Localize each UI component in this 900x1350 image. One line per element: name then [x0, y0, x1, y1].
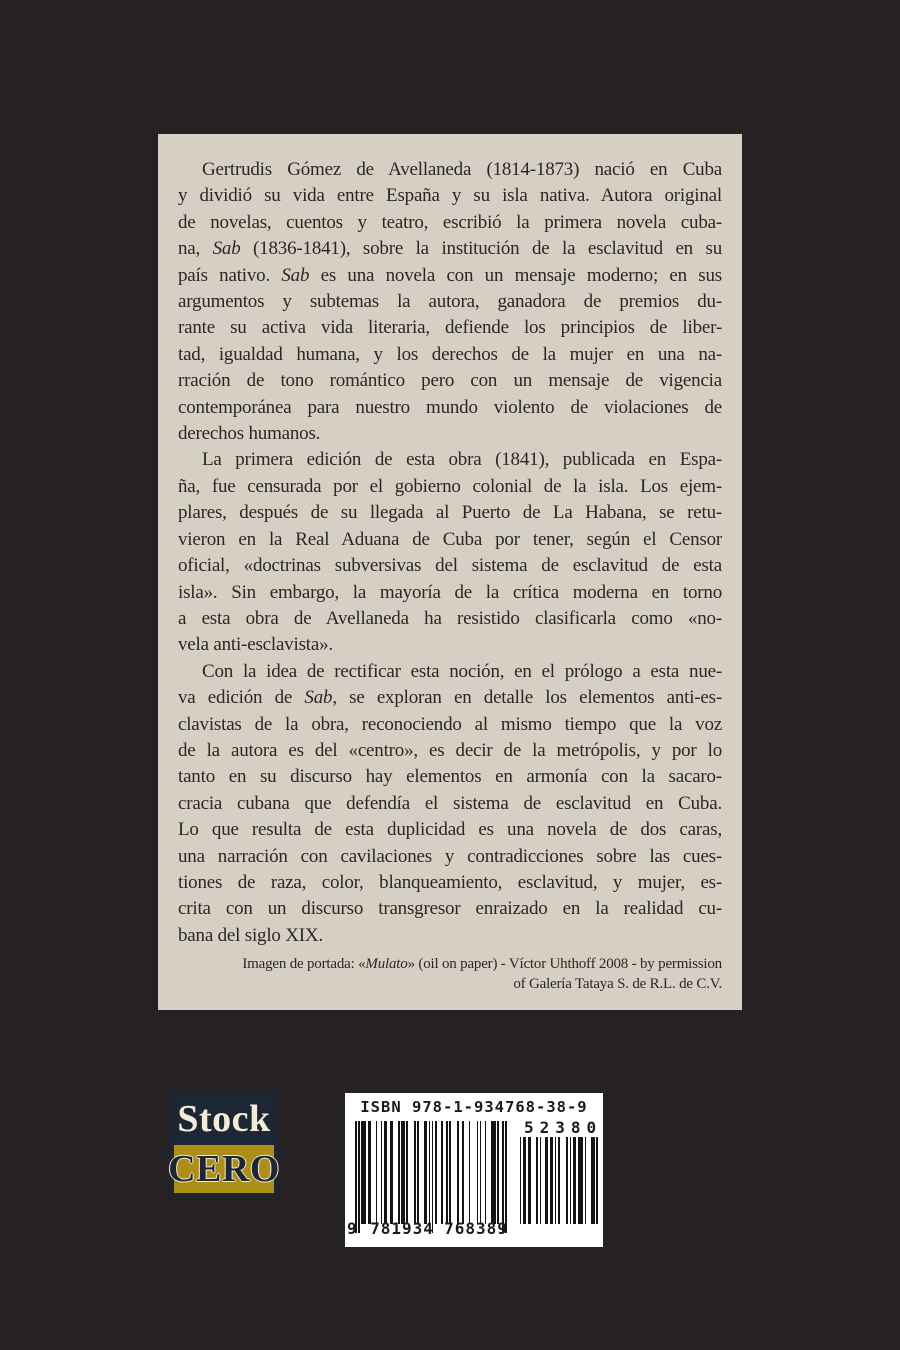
barcode-bar	[485, 1121, 487, 1224]
barcode-bar	[536, 1137, 538, 1224]
barcode-bar	[545, 1137, 548, 1224]
text-line: oficial, «doctrinas subversivas del sistema de esclavitud de esta	[178, 555, 722, 577]
credit-line: of Galería Tataya S. de R.L. de C.V.	[513, 976, 722, 993]
barcode-bar	[462, 1121, 464, 1224]
barcode-bar	[596, 1137, 598, 1224]
text-line: de la autora es del «centro», es decir de la metrópolis, y por lo	[178, 739, 722, 761]
barcode-bar	[550, 1137, 553, 1224]
text-line: cracia cubana que defendía el sistema de esclavitud en Cuba.	[178, 792, 722, 814]
text-line: ña, fue censurada por el gobierno colonial de la isla. Los ejem-	[178, 475, 722, 497]
barcode-bar	[558, 1137, 560, 1224]
barcode-bar	[555, 1137, 557, 1224]
description-paragraphs	[178, 157, 722, 949]
text-line: Con la idea de rectificar esta noción, en el prólogo a esta nue-	[202, 660, 722, 682]
text-line: rante su activa vida literaria, defiende los principios de liber-	[178, 317, 722, 339]
cover-image-credit	[178, 954, 722, 994]
barcode-bar	[540, 1137, 542, 1224]
barcode-bar	[449, 1121, 451, 1224]
publisher-logo-top	[170, 1092, 278, 1145]
barcode-bar	[414, 1121, 416, 1224]
barcode-bar	[355, 1121, 357, 1233]
text-line: contemporánea para nuestro mundo violento de violaciones de	[178, 396, 722, 418]
text-line: tad, igualdad humana, y los derechos de la mujer en una na-	[178, 343, 722, 365]
barcode-bar	[368, 1121, 371, 1224]
barcode-bar	[432, 1121, 434, 1233]
paragraph	[178, 447, 722, 658]
text-line: a esta obra de Avellaneda ha resistido clasificarla como «no-	[178, 607, 722, 629]
text-line: vela anti-esclavista».	[178, 634, 333, 656]
text-line: bana del siglo XIX.	[178, 924, 323, 946]
text-line: vieron en la Real Aduana de Cuba por tener, según el Censor	[178, 528, 722, 550]
barcode-digit-left: 9	[347, 1219, 358, 1238]
publisher-logo	[170, 1092, 278, 1197]
credit-line: Imagen de portada: «Mulato» (oil on paper) - Víctor Uhthoff 2008 - by permission	[242, 956, 722, 973]
description-panel	[158, 134, 742, 1010]
isbn-barcode-block	[345, 1093, 603, 1247]
barcode-bar	[358, 1121, 360, 1233]
barcode-bar	[401, 1121, 404, 1224]
barcode-bar	[497, 1121, 499, 1224]
text-line: país nativo. Sab es una novela con un mensaje moderno; en sus	[178, 264, 722, 286]
text-line: na, Sab (1836-1841), sobre la institución de la esclavitud en su	[178, 238, 723, 260]
paragraph	[178, 659, 722, 949]
barcode-bar	[435, 1121, 437, 1224]
barcode-bar	[566, 1137, 568, 1224]
text-line: argumentos y subtemas la autora, ganadora de premios du-	[178, 291, 722, 313]
text-line: plares, después de su llegada al Puerto de La Habana, se retu-	[178, 502, 722, 524]
barcode-digits-group1: 781934	[370, 1219, 434, 1238]
barcode-bar	[398, 1121, 400, 1224]
barcode-supplement-digits: 52380	[524, 1118, 603, 1137]
text-line: Lo que resulta de esta duplicidad es una novela de dos caras,	[178, 819, 722, 841]
text-line: La primera edición de esta obra (1841), publicada en Espa-	[202, 449, 722, 471]
text-line: crita con un discurso transgresor enraizado en la realidad cu-	[178, 898, 722, 920]
barcode-bar	[491, 1121, 496, 1224]
barcode-bar	[429, 1121, 431, 1233]
barcode-bar	[505, 1121, 507, 1233]
barcode-bar	[520, 1137, 522, 1224]
barcode-bar	[384, 1121, 387, 1224]
barcode-bar	[523, 1137, 526, 1224]
text-line: Gertrudis Gómez de Avellaneda (1814-1873) nació en Cuba	[202, 159, 722, 180]
barcode-digits-group2: 768389	[444, 1219, 508, 1238]
barcode-bar	[457, 1121, 459, 1224]
text-line: una narración con cavilaciones y contradicciones sobre las cues-	[178, 845, 722, 867]
publisher-logo-cero-text: CERO	[168, 1148, 280, 1190]
barcode-bar	[446, 1121, 448, 1224]
barcode-bar	[376, 1121, 378, 1224]
barcode-bar	[441, 1121, 443, 1224]
paragraph	[178, 157, 722, 447]
text-line: tanto en su discurso hay elementos en armonía con la sacaro-	[178, 766, 722, 788]
barcode-bar	[578, 1137, 583, 1224]
barcode-bar	[390, 1121, 393, 1224]
barcode-bar	[570, 1137, 572, 1224]
barcode-bar	[480, 1121, 482, 1224]
barcode-bar	[528, 1137, 531, 1224]
publisher-logo-bottom	[168, 1145, 280, 1193]
text-line: de novelas, cuentos y teatro, escribió la primera novela cuba-	[178, 211, 722, 233]
text-line: derechos humanos.	[178, 423, 321, 445]
barcode-bar	[417, 1121, 419, 1224]
barcode-bar	[585, 1137, 587, 1224]
barcode-bar	[469, 1121, 471, 1224]
text-line: clavistas de la obra, reconociendo al mismo tiempo que la voz	[178, 713, 722, 735]
ean5-supplement-barcode	[518, 1137, 598, 1224]
isbn-number-label: ISBN 978-1-934768-38-9	[360, 1098, 588, 1116]
text-line: y dividió su vida entre España y su isla nativa. Autora original	[178, 185, 722, 207]
barcode-bar	[381, 1121, 383, 1224]
publisher-logo-stock-text: Stock	[177, 1097, 271, 1140]
text-line: va edición de Sab, se exploran en detalle los elementos anti-es-	[178, 687, 722, 709]
ean13-barcode	[355, 1121, 507, 1233]
barcode-bar	[424, 1121, 427, 1224]
barcode-bar	[573, 1137, 576, 1224]
barcode-bar	[477, 1121, 479, 1224]
text-line: rración de tono romántico pero con un mensaje de vigencia	[178, 370, 722, 392]
barcode-bar	[406, 1121, 408, 1224]
barcode-bar	[591, 1137, 594, 1224]
barcode-bar	[502, 1121, 504, 1233]
text-line: isla». Sin embargo, la mayoría de la crítica moderna en torno	[178, 581, 722, 603]
barcode-bar	[361, 1121, 366, 1224]
text-line: tiones de raza, color, blanqueamiento, esclavitud, y mujer, es-	[178, 871, 722, 893]
